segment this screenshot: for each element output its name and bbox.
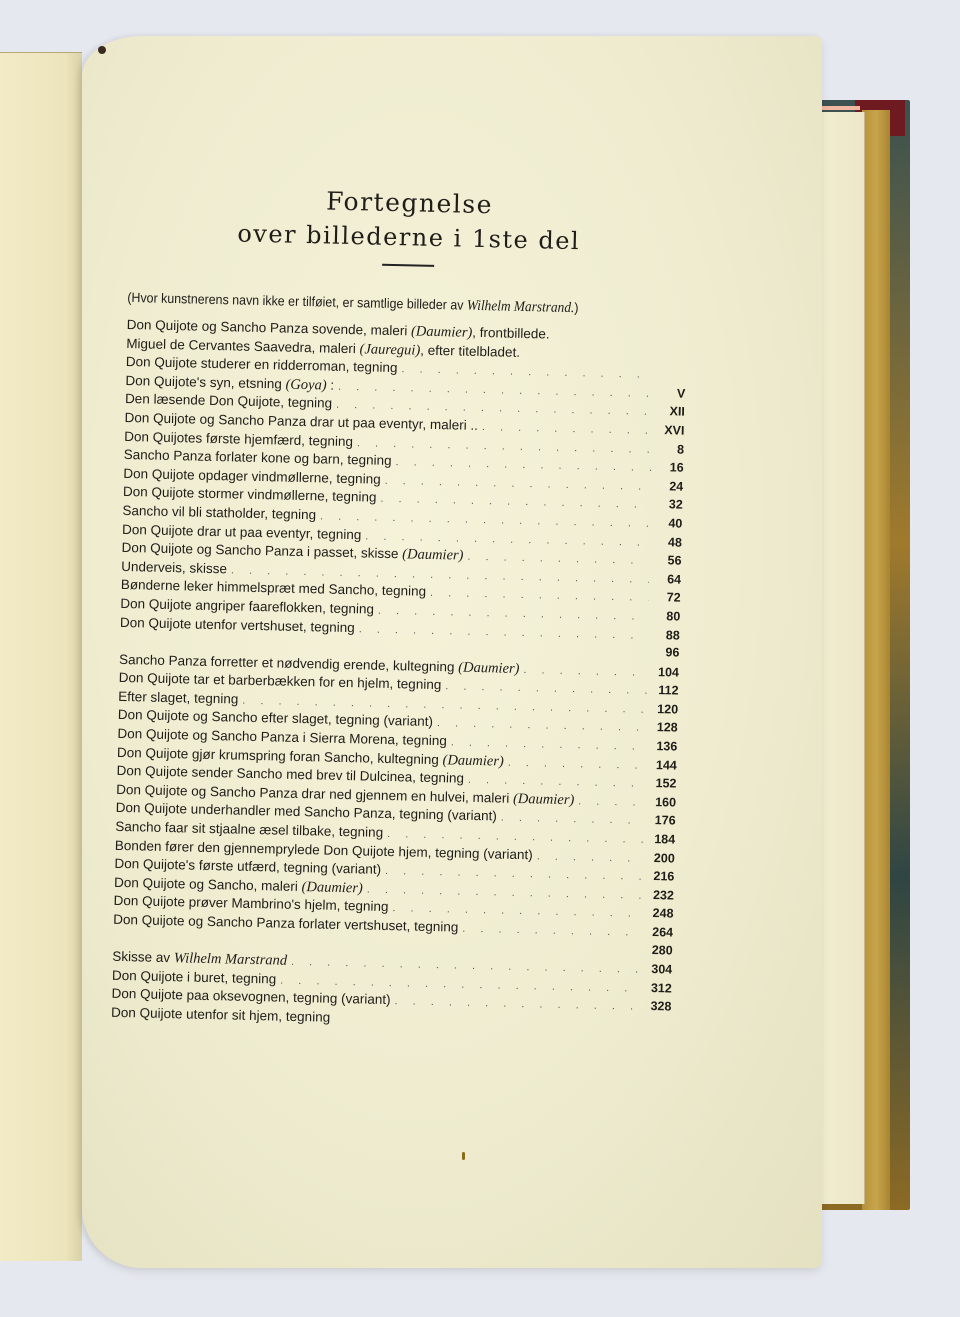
entry-title: Don Quijote og Sancho Panza drar ut paa eventyr, maleri .. — [124, 409, 479, 433]
page-number: 16 — [669, 460, 684, 475]
dot-leader — [462, 923, 641, 939]
paper-spot — [462, 1152, 465, 1160]
page-number: 24 — [669, 479, 684, 494]
entry-title: Don Quijote og Sancho Panza sovende, maleri (Daumier), frontbillede. — [126, 316, 550, 342]
entry-title: Sancho vil bli statholder, tegning — [122, 502, 317, 523]
entry-title: Sancho Panza forretter et nødvendig erende, kultegning (Daumier) — [118, 651, 520, 677]
page-number — [658, 378, 686, 379]
entry-title: Miguel de Cervantes Saavedra, maleri (Jauregui), efter titelbladet. — [126, 335, 521, 360]
entry-title: Don Quijote utenfor vertshuset, tegning — [119, 614, 355, 635]
entry-title: Don Quijote's syn, etsning (Goya) : — [125, 372, 335, 394]
page-number: 80 — [666, 609, 681, 624]
cover-board-edge — [862, 110, 890, 1210]
dot-leader — [430, 587, 649, 604]
page-number: 312 — [650, 980, 672, 996]
entry-title: Don Quijote paa oksevognen, tegning (variant) — [111, 986, 391, 1008]
page-number — [658, 341, 686, 342]
page-number: 104 — [657, 664, 680, 680]
entry-title: Don Quijote og Sancho, maleri (Daumier) — [113, 874, 364, 897]
page-number: 280 — [651, 942, 673, 958]
dot-leader — [482, 421, 653, 437]
entry-title: Don Quijote opdager vindmøllerne, tegning — [123, 465, 381, 487]
page-title — [128, 180, 689, 261]
page-number: 232 — [652, 887, 675, 903]
page-number: 176 — [654, 813, 676, 828]
dot-leader — [445, 681, 647, 698]
page-number — [658, 360, 686, 361]
entry-title: Don Quijote underhandler med Sancho Panza, tegning (variant) — [115, 800, 498, 824]
page-number: 152 — [655, 776, 677, 791]
dot-leader — [401, 363, 654, 381]
entry-title: Don Quijote prøver Mambrino's hjelm, tegning — [113, 893, 389, 915]
page-number: XVI — [664, 423, 685, 438]
entry-title: Efter slaget, tegning — [118, 688, 239, 707]
entry-title: Bonden fører den gjennemprylede Don Quijote hjem, tegning (variant) — [114, 837, 533, 862]
entry-title: Don Quijote og Sancho efter slaget, tegning (variant) — [117, 707, 434, 730]
dot-leader — [467, 551, 649, 567]
attribution-note: (Hvor kunstnerens navn ikke er tilføiet, er samtlige billeder av Wilhelm Marstrand.) — [127, 289, 579, 317]
entry-title: Don Quijote og Sancho Panza forlater vertshuset, tegning — [113, 911, 459, 935]
page-number: 40 — [668, 516, 683, 531]
page-number: 32 — [668, 497, 683, 512]
page-number: 88 — [665, 627, 680, 643]
dot-leader — [468, 774, 645, 790]
entry-title: Skisse av Wilhelm Marstrand — [112, 948, 288, 969]
page-number: 200 — [653, 850, 675, 866]
entry-title: Don Quijote i buret, tegning — [111, 967, 277, 987]
page-number: V — [676, 386, 686, 401]
dot-leader — [451, 736, 646, 752]
dot-leader — [385, 475, 652, 493]
title-line-2: over billederne i 1ste del — [237, 219, 581, 256]
left-page — [0, 52, 82, 1261]
page-number: 264 — [652, 925, 674, 940]
dot-leader — [367, 883, 642, 901]
page-number: XII — [669, 404, 686, 420]
index-content — [111, 180, 690, 1036]
entry-title: Don Quijote tar et barberbækken for en hjelm, tegning — [118, 670, 442, 693]
page-number: 120 — [657, 701, 679, 717]
entry-title: Don Quijote stormer vindmøllerne, tegning — [122, 484, 377, 506]
title-line-1: Fortegnelse — [325, 186, 494, 220]
entry-title: Sancho faar sit stjaalne æsel tilbake, tegning — [115, 818, 384, 840]
entry-title: Don Quijote sender Sancho med brev til Dulcinea, tegning — [116, 763, 465, 786]
page-blemish — [98, 46, 106, 54]
entry-title: Don Quijote og Sancho Panza i passet, skisse (Daumier) — [121, 540, 464, 564]
dot-leader — [387, 828, 643, 846]
dot-leader — [523, 664, 647, 679]
dot-leader — [378, 605, 649, 623]
dot-leader — [537, 850, 643, 864]
page-number: 128 — [656, 720, 678, 736]
page-number: 48 — [667, 534, 683, 550]
entry-title: Sancho Panza forlater kone og barn, tegning — [123, 447, 392, 469]
page-number: 328 — [650, 999, 672, 1014]
page-number: 96 — [665, 645, 680, 660]
illustration-list — [111, 317, 687, 1036]
page-number: 136 — [656, 739, 678, 754]
entry-title: Don Quijote's første utfærd, tegning (variant) — [114, 856, 382, 878]
page-number: 304 — [651, 962, 673, 977]
entry-title: Don Quijote og Sancho Panza drar ned gjennem en hulvei, maleri (Daumier) — [116, 781, 575, 809]
endpaper — [820, 112, 865, 1204]
page-number: 8 — [676, 442, 685, 457]
entry-title: Don Quijote drar ut paa eventyr, tegning — [121, 521, 362, 542]
entry-title: Underveis, skisse — [121, 558, 228, 577]
dot-leader — [578, 795, 644, 808]
entry-title: Den læsende Don Quijote, tegning — [124, 391, 333, 412]
dot-leader — [437, 718, 646, 735]
entry-title: Don Quijotes første hjemfærd, tegning — [124, 428, 354, 449]
dot-leader — [508, 756, 645, 771]
entry-title: Bønderne leker himmelspræt med Sancho, tegning — [120, 577, 427, 600]
entry-title: Don Quijote gjør krumspring foran Sancho, kultegning (Daumier) — [116, 744, 504, 770]
dot-leader — [501, 812, 644, 827]
entry-title: Don Quijote studerer en ridderroman, tegning — [125, 354, 398, 376]
page-number: 144 — [655, 757, 678, 773]
entry-title: Don Quijote utenfor sit hjem, tegning — [110, 1004, 331, 1025]
dot-leader — [395, 456, 651, 474]
dot-leader — [380, 493, 651, 511]
title-rule — [382, 264, 434, 267]
page-number: 72 — [666, 590, 681, 605]
page-number: 248 — [652, 906, 674, 921]
entry-title: Don Quijote angriper faareflokken, tegning — [120, 595, 375, 617]
page-number: 184 — [654, 832, 676, 847]
page-number: 160 — [655, 794, 677, 810]
page-number: 64 — [667, 572, 682, 587]
page-number — [643, 1029, 671, 1030]
page-number: 56 — [667, 553, 682, 568]
dot-leader — [394, 996, 639, 1014]
page-number: 216 — [653, 869, 675, 884]
dot-leader — [385, 865, 643, 883]
entry-title: Don Quijote og Sancho Panza i Sierra Morena, tegning — [117, 725, 447, 749]
page-number: 112 — [658, 683, 679, 698]
dot-leader — [392, 903, 641, 921]
